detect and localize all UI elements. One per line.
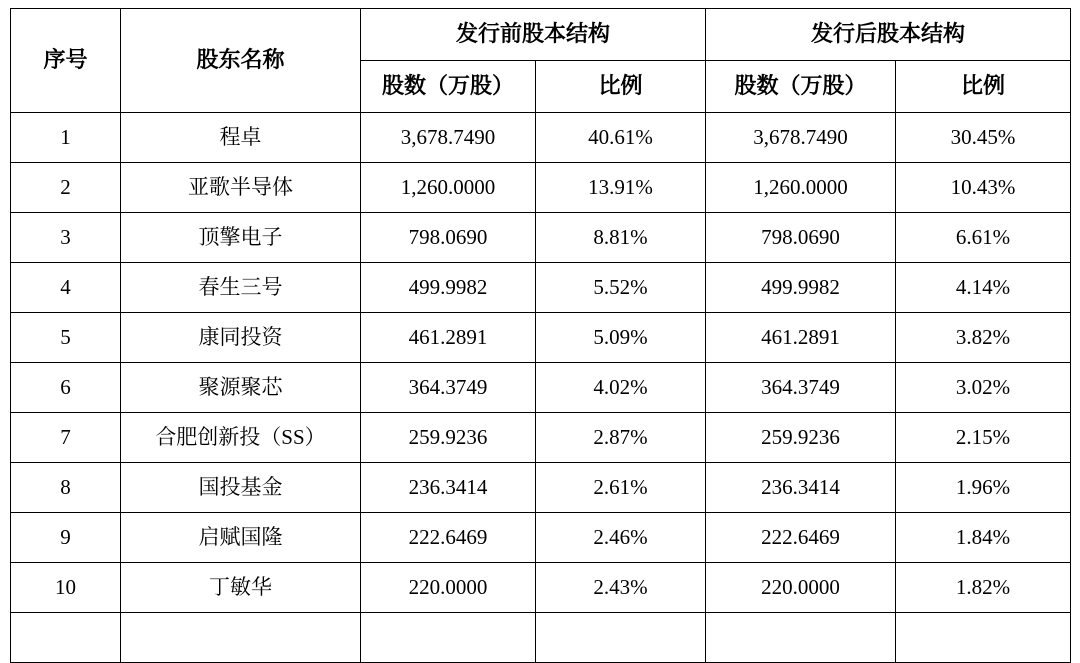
cell-shares-after: 236.3414 — [706, 463, 896, 513]
cell-shares-after: 259.9236 — [706, 413, 896, 463]
cell-ratio-after: 30.45% — [896, 113, 1071, 163]
cell-ratio-before: 8.81% — [536, 213, 706, 263]
column-header-seq: 序号 — [11, 9, 121, 113]
cell-shares-after: 499.9982 — [706, 263, 896, 313]
cell-shareholder: 顶擎电子 — [121, 213, 361, 263]
table-row — [11, 213, 1071, 263]
cell-shares-before: 798.0690 — [361, 213, 536, 263]
cell-shareholder: 启赋国隆 — [121, 513, 361, 563]
cell-ratio-before: 5.09% — [536, 313, 706, 363]
cell-shares-after: 1,260.0000 — [706, 163, 896, 213]
cell-shareholder: 合肥创新投（SS） — [121, 413, 361, 463]
cell-seq — [11, 613, 121, 663]
cell-ratio-before: 2.61% — [536, 463, 706, 513]
cell-shares-before: 236.3414 — [361, 463, 536, 513]
table-row — [11, 163, 1071, 213]
column-group-header-before-issue: 发行前股本结构 — [361, 9, 706, 61]
cell-seq: 10 — [11, 563, 121, 613]
table-body — [11, 113, 1071, 663]
column-header-shares-before: 股数（万股） — [361, 61, 536, 113]
cell-shareholder: 春生三号 — [121, 263, 361, 313]
cell-shares-before: 222.6469 — [361, 513, 536, 563]
cell-shares-after: 3,678.7490 — [706, 113, 896, 163]
table-row-clipped — [11, 613, 1071, 663]
table-row — [11, 513, 1071, 563]
cell-seq: 7 — [11, 413, 121, 463]
cell-shareholder: 亚歌半导体 — [121, 163, 361, 213]
cell-shareholder: 康同投资 — [121, 313, 361, 363]
cell-shares-before: 461.2891 — [361, 313, 536, 363]
cell-ratio-after — [896, 613, 1071, 663]
cell-ratio-after: 1.96% — [896, 463, 1071, 513]
cell-shares-after: 461.2891 — [706, 313, 896, 363]
cell-ratio-after: 2.15% — [896, 413, 1071, 463]
cell-seq: 2 — [11, 163, 121, 213]
cell-seq: 8 — [11, 463, 121, 513]
shareholder-structure-table — [10, 8, 1071, 663]
cell-ratio-before: 40.61% — [536, 113, 706, 163]
cell-seq: 1 — [11, 113, 121, 163]
cell-seq: 3 — [11, 213, 121, 263]
cell-ratio-before: 5.52% — [536, 263, 706, 313]
cell-shareholder: 程卓 — [121, 113, 361, 163]
table-row — [11, 413, 1071, 463]
column-header-ratio-after: 比例 — [896, 61, 1071, 113]
cell-shares-before: 220.0000 — [361, 563, 536, 613]
column-header-shareholder-name: 股东名称 — [121, 9, 361, 113]
table-row — [11, 313, 1071, 363]
cell-shares-after: 222.6469 — [706, 513, 896, 563]
cell-ratio-after: 4.14% — [896, 263, 1071, 313]
cell-shares-after — [706, 613, 896, 663]
cell-shareholder: 聚源聚芯 — [121, 363, 361, 413]
table-row — [11, 363, 1071, 413]
cell-seq: 6 — [11, 363, 121, 413]
column-group-header-after-issue: 发行后股本结构 — [706, 9, 1071, 61]
cell-ratio-after: 6.61% — [896, 213, 1071, 263]
cell-ratio-after: 10.43% — [896, 163, 1071, 213]
cell-shares-before: 259.9236 — [361, 413, 536, 463]
cell-shares-before: 499.9982 — [361, 263, 536, 313]
cell-ratio-before — [536, 613, 706, 663]
cell-ratio-before: 4.02% — [536, 363, 706, 413]
table-row — [11, 563, 1071, 613]
cell-ratio-after: 3.82% — [896, 313, 1071, 363]
table-row — [11, 463, 1071, 513]
cell-shares-after: 220.0000 — [706, 563, 896, 613]
cell-shareholder — [121, 613, 361, 663]
cell-shares-before: 3,678.7490 — [361, 113, 536, 163]
cell-ratio-after: 3.02% — [896, 363, 1071, 413]
table-row — [11, 263, 1071, 313]
cell-shares-before — [361, 613, 536, 663]
cell-shareholder: 国投基金 — [121, 463, 361, 513]
cell-shares-before: 364.3749 — [361, 363, 536, 413]
cell-ratio-after: 1.84% — [896, 513, 1071, 563]
table-header — [11, 9, 1071, 113]
cell-shares-after: 364.3749 — [706, 363, 896, 413]
cell-ratio-after: 1.82% — [896, 563, 1071, 613]
cell-seq: 9 — [11, 513, 121, 563]
table-row — [11, 113, 1071, 163]
cell-ratio-before: 2.46% — [536, 513, 706, 563]
cell-ratio-before: 13.91% — [536, 163, 706, 213]
cell-seq: 4 — [11, 263, 121, 313]
table-header-row-top — [11, 9, 1071, 61]
cell-seq: 5 — [11, 313, 121, 363]
cell-shares-before: 1,260.0000 — [361, 163, 536, 213]
column-header-shares-after: 股数（万股） — [706, 61, 896, 113]
column-header-ratio-before: 比例 — [536, 61, 706, 113]
cell-shareholder: 丁敏华 — [121, 563, 361, 613]
cell-shares-after: 798.0690 — [706, 213, 896, 263]
cell-ratio-before: 2.87% — [536, 413, 706, 463]
cell-ratio-before: 2.43% — [536, 563, 706, 613]
